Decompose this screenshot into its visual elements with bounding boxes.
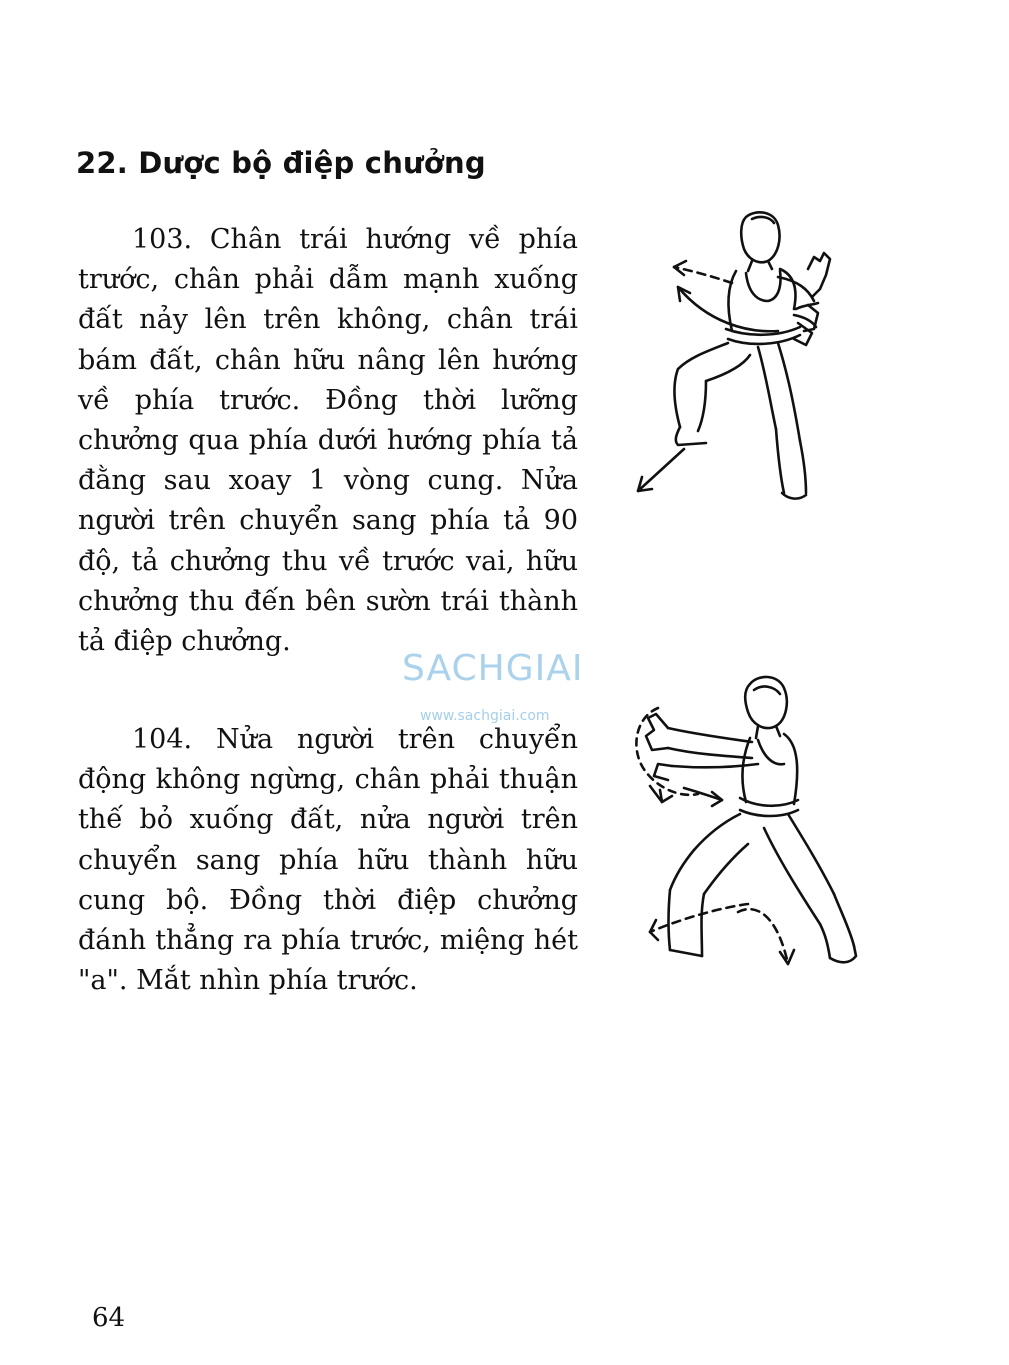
watermark-url: www.sachgiai.com [420,708,550,724]
page-number: 64 [92,1303,126,1333]
paragraph-103: 103. Chân trái hướng về phía trước, chân phải dẫm mạnh xuống đất nảy lên trên không, chân trái bám đất, chân hữu nâng lên hướng về phía trước. Đồng thời lưỡng chưởng qua phía dưới hướng phía tả đằng sau xoay 1 vòng cung. Nửa người trên chuyển sang phía tả 90 độ, tả chưởng thu về trước vai, hữu chưởng thu đến bên sườn trái thành tả điệp chưởng. [78,224,578,658]
section-heading: 22. Dược bộ điệp chưởng [76,146,486,180]
figure-step-104-illustration [628,668,863,983]
paragraph-104: 104. Nửa người trên chuyển động không ngừng, chân phải thuận thế bỏ xuống đất, nửa người trên chuyển sang phía hữu thành hữu cung bộ. Đồng thời điệp chưởng đánh thẳng ra phía trước, miệng hét "a". Mắt nhìn phía trước. [78,724,578,997]
watermark-logo: SACHGIAI [402,648,584,689]
figure-step-103-illustration [628,205,843,505]
